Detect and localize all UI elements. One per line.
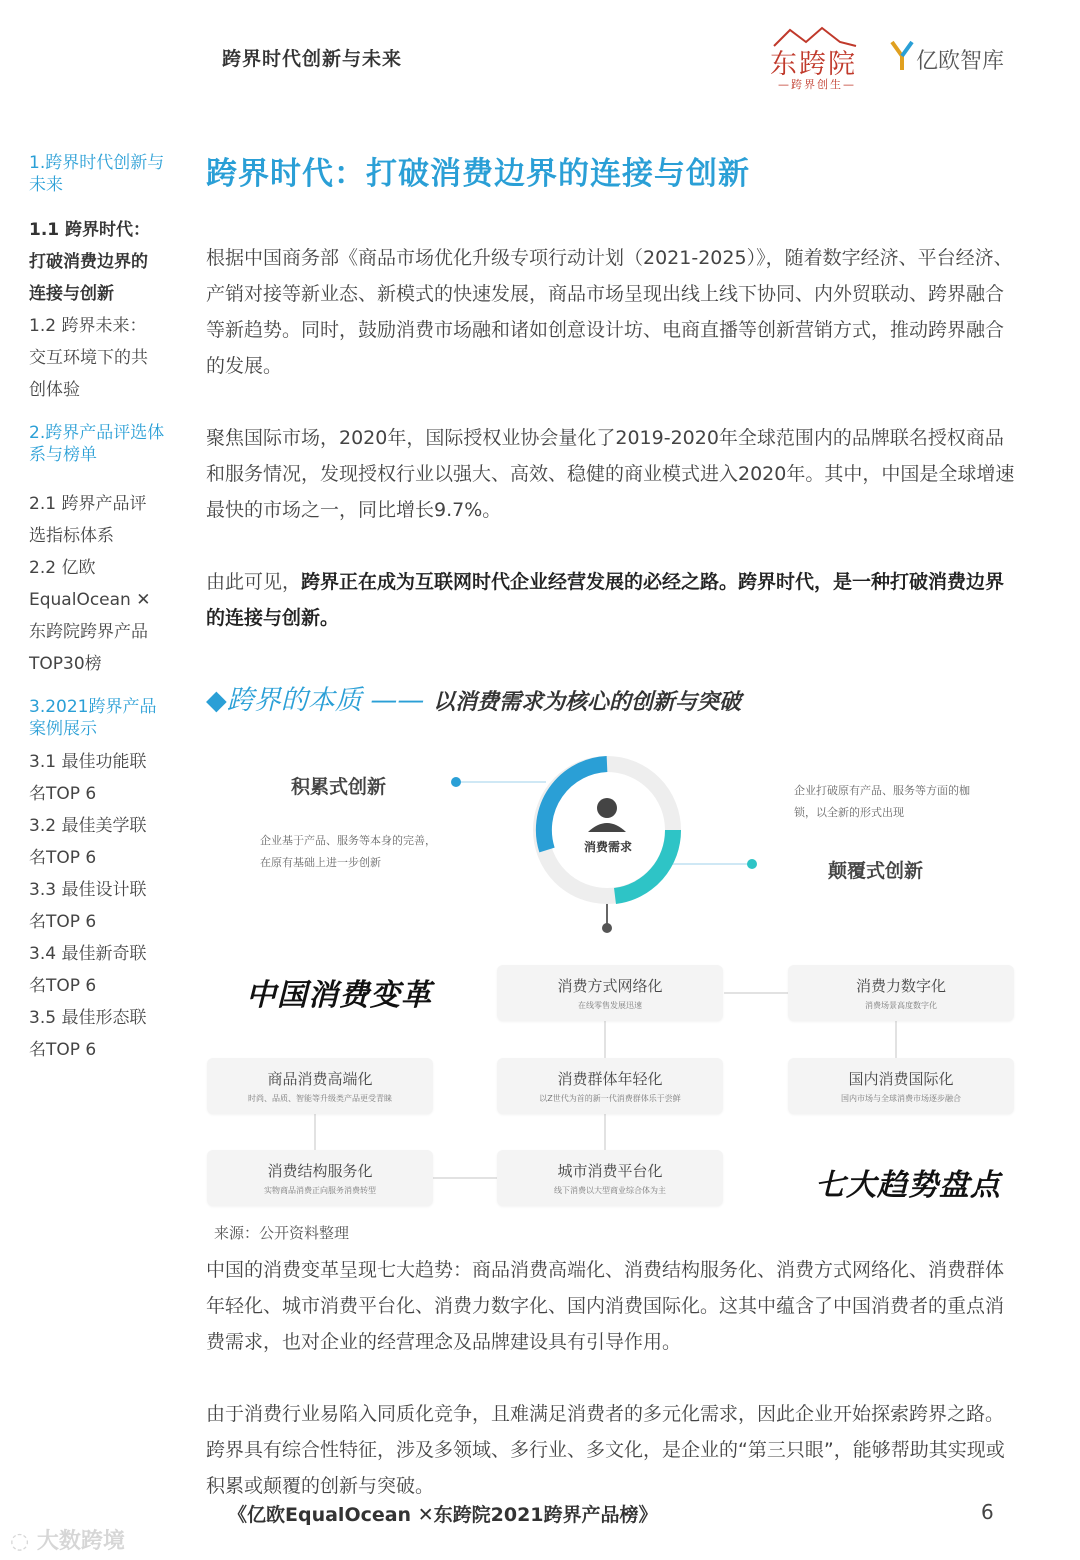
paragraph-3-emphasis: 跨界正在成为互联网时代企业经营发展的必经之路。跨界时代，是一种打破消费边界的连接与创新。 <box>206 571 1005 629</box>
trend-box-network <box>497 965 723 1021</box>
dongkuayuan-logo <box>770 24 860 94</box>
logo1-main-text: 东跨院 <box>770 49 857 80</box>
trend-title: 消费力数字化 <box>855 977 946 995</box>
page-number: 6 <box>981 1500 994 1524</box>
disrupt-innovation-note: 企业打破原有产品、服务等方面的枷锁，以全新的形式出现 <box>794 784 970 819</box>
trend-box-digital <box>788 965 1014 1021</box>
sidebar-item-1-2c[interactable]: 创体验 <box>29 380 80 400</box>
paragraph-2: 聚焦国际市场，2020年，国际授权业协会量化了2019-2020年全球范围内的品牌联名授权商品和服务情况，发现授权行业以强大、高效、稳健的商业模式进入2020年。其中，中国是全球增速最快的市场之一，同比增长9.7%。 <box>206 427 1015 521</box>
trend-sub: 时尚、品质、智能等升级类产品更受青睐 <box>248 1094 392 1103</box>
sidebar-item-2-2a[interactable]: 2.2 亿欧 <box>29 558 96 578</box>
sidebar-item-3-5b[interactable]: 名TOP 6 <box>29 1040 97 1060</box>
trend-box-premium <box>207 1058 433 1114</box>
right-connector-dot <box>747 859 757 869</box>
trend-title: 城市消费平台化 <box>557 1162 663 1180</box>
trend-box-platform <box>497 1150 723 1206</box>
trend-title: 消费方式网络化 <box>557 977 663 995</box>
sidebar-item-3-1a[interactable]: 3.1 最佳功能联 <box>29 752 147 772</box>
logo2-text: 亿欧智库 <box>916 49 1005 74</box>
trend-title: 消费结构服务化 <box>267 1162 373 1180</box>
trend-title: 国内消费国际化 <box>848 1070 954 1088</box>
sidebar-item-3-2a[interactable]: 3.2 最佳美学联 <box>29 816 147 836</box>
sidebar-item-3-3a[interactable]: 3.3 最佳设计联 <box>29 880 147 900</box>
sidebar-section-1[interactable]: 1.跨界时代创新与未来 <box>29 153 165 195</box>
sidebar-item-1-2b[interactable]: 交互环境下的共 <box>29 348 148 368</box>
paragraph-3 <box>206 564 1021 636</box>
subheading-main: ◆跨界的本质 <box>206 685 362 716</box>
trend-box-young <box>497 1058 723 1114</box>
sidebar-item-3-4b[interactable]: 名TOP 6 <box>29 976 97 996</box>
header-title: 跨界时代创新与未来 <box>222 48 403 70</box>
watermark <box>10 1524 125 1555</box>
disrupt-innovation-label: 颠覆式创新 <box>828 860 924 882</box>
section-subheading <box>206 678 741 717</box>
trend-box-international <box>788 1058 1014 1114</box>
trend-sub: 以Z世代为首的新一代消费群体乐于尝鲜 <box>539 1094 681 1103</box>
user-icon <box>597 798 617 818</box>
trend-sub: 线下消费以大型商业综合体为主 <box>554 1186 666 1195</box>
trend-sub: 实物商品消费正向服务消费转型 <box>264 1186 376 1195</box>
page-title: 跨界时代：打破消费边界的连接与创新 <box>206 156 750 192</box>
sidebar-item-2-2c[interactable]: 东跨院跨界产品 <box>29 622 148 642</box>
sidebar-item-3-1b[interactable]: 名TOP 6 <box>29 784 97 804</box>
paragraph-4: 中国的消费变革呈现七大趋势：商品消费高端化、消费结构服务化、消费方式网络化、消费群体年轻化、城市消费平台化、消费力数字化、国内消费国际化。这其中蕴含了中国消费者的重点消费需求，也对企业的经营理念及品牌建设具有引导作用。 <box>206 1259 1005 1353</box>
subheading-dash: —— <box>370 685 425 716</box>
accumulate-innovation-note: 企业基于产品、服务等本身的完善，在原有基础上进一步创新 <box>260 834 436 869</box>
sidebar-section-3[interactable]: 3.2021跨界产品案例展示 <box>29 697 157 739</box>
trend-title: 消费群体年轻化 <box>557 1070 663 1088</box>
sidebar-item-2-1b[interactable]: 选指标体系 <box>29 526 114 546</box>
yiou-mark-icon <box>890 40 916 72</box>
sidebar-item-3-4a[interactable]: 3.4 最佳新奇联 <box>29 944 147 964</box>
paragraph-1: 根据中国商务部《商品市场优化升级专项行动计划（2021-2025）》，随着数字经济、平台经济、产销对接等新业态、新模式的快速发展，商品市场呈现出线上线下协同、内外贸联动、跨界融合等新趋势。同时，鼓励消费市场融和诸如创意设计坊、电商直播等创新营销方式，推动跨界融合的发展。 <box>206 247 1013 377</box>
sidebar-item-1-1c[interactable]: 连接与创新 <box>29 284 114 304</box>
sidebar-item-2-1a[interactable]: 2.1 跨界产品评 <box>29 494 147 514</box>
source-note: 来源：公开资料整理 <box>214 1224 350 1242</box>
sidebar-item-1-1a[interactable]: 1.1 跨界时代： <box>29 220 151 240</box>
left-connector-dot <box>451 777 461 787</box>
sidebar-item-1-2a[interactable]: 1.2 跨界未来： <box>29 316 147 336</box>
trends-footer-headline: 七大趋势盘点 <box>815 1168 1001 1203</box>
watermark-text: 大数跨境 <box>36 1529 125 1554</box>
sidebar-item-3-2b[interactable]: 名TOP 6 <box>29 848 97 868</box>
center-label: 消费需求 <box>583 840 632 854</box>
sidebar-nav <box>29 152 165 1066</box>
trend-sub: 国内市场与全球消费市场逐步融合 <box>841 1094 961 1103</box>
sidebar-item-1-1b[interactable]: 打破消费边界的 <box>29 252 148 272</box>
trend-title: 商品消费高端化 <box>267 1070 373 1088</box>
subheading-tag: 以消费需求为核心的创新与突破 <box>432 690 741 715</box>
logo1-sub-text: —跨界创生— <box>778 78 856 91</box>
footer-title: 《亿欧EqualOcean ✕东跨院2021跨界产品榜》 <box>228 1504 658 1526</box>
watermark-logo-icon: ◌ <box>10 1529 37 1554</box>
sidebar-item-2-2d[interactable]: TOP30榜 <box>29 654 102 674</box>
sidebar-item-3-3b[interactable]: 名TOP 6 <box>29 912 97 932</box>
trend-box-service <box>207 1150 433 1206</box>
paragraph-5: 由于消费行业易陷入同质化竞争，且难满足消费者的多元化需求，因此企业开始探索跨界之路。跨界具有综合性特征，涉及多领域、多行业、多文化，是企业的“第三只眼”，能够帮助其实现或积累或颠覆的创新与突破。 <box>206 1403 1005 1497</box>
trend-sub: 在线零售发展迅速 <box>578 1001 642 1010</box>
bottom-connector-dot <box>602 923 612 933</box>
trend-sub: 消费场景高度数字化 <box>865 1001 937 1010</box>
paragraph-3-lead: 由此可见， <box>206 571 302 593</box>
trends-headline: 中国消费变革 <box>246 978 432 1013</box>
sidebar-item-2-2b[interactable]: EqualOcean ✕ <box>29 590 151 610</box>
sidebar-section-2[interactable]: 2.跨界产品评选体系与榜单 <box>29 423 165 465</box>
accumulate-innovation-label: 积累式创新 <box>291 776 387 798</box>
sidebar-item-3-5a[interactable]: 3.5 最佳形态联 <box>29 1008 147 1028</box>
